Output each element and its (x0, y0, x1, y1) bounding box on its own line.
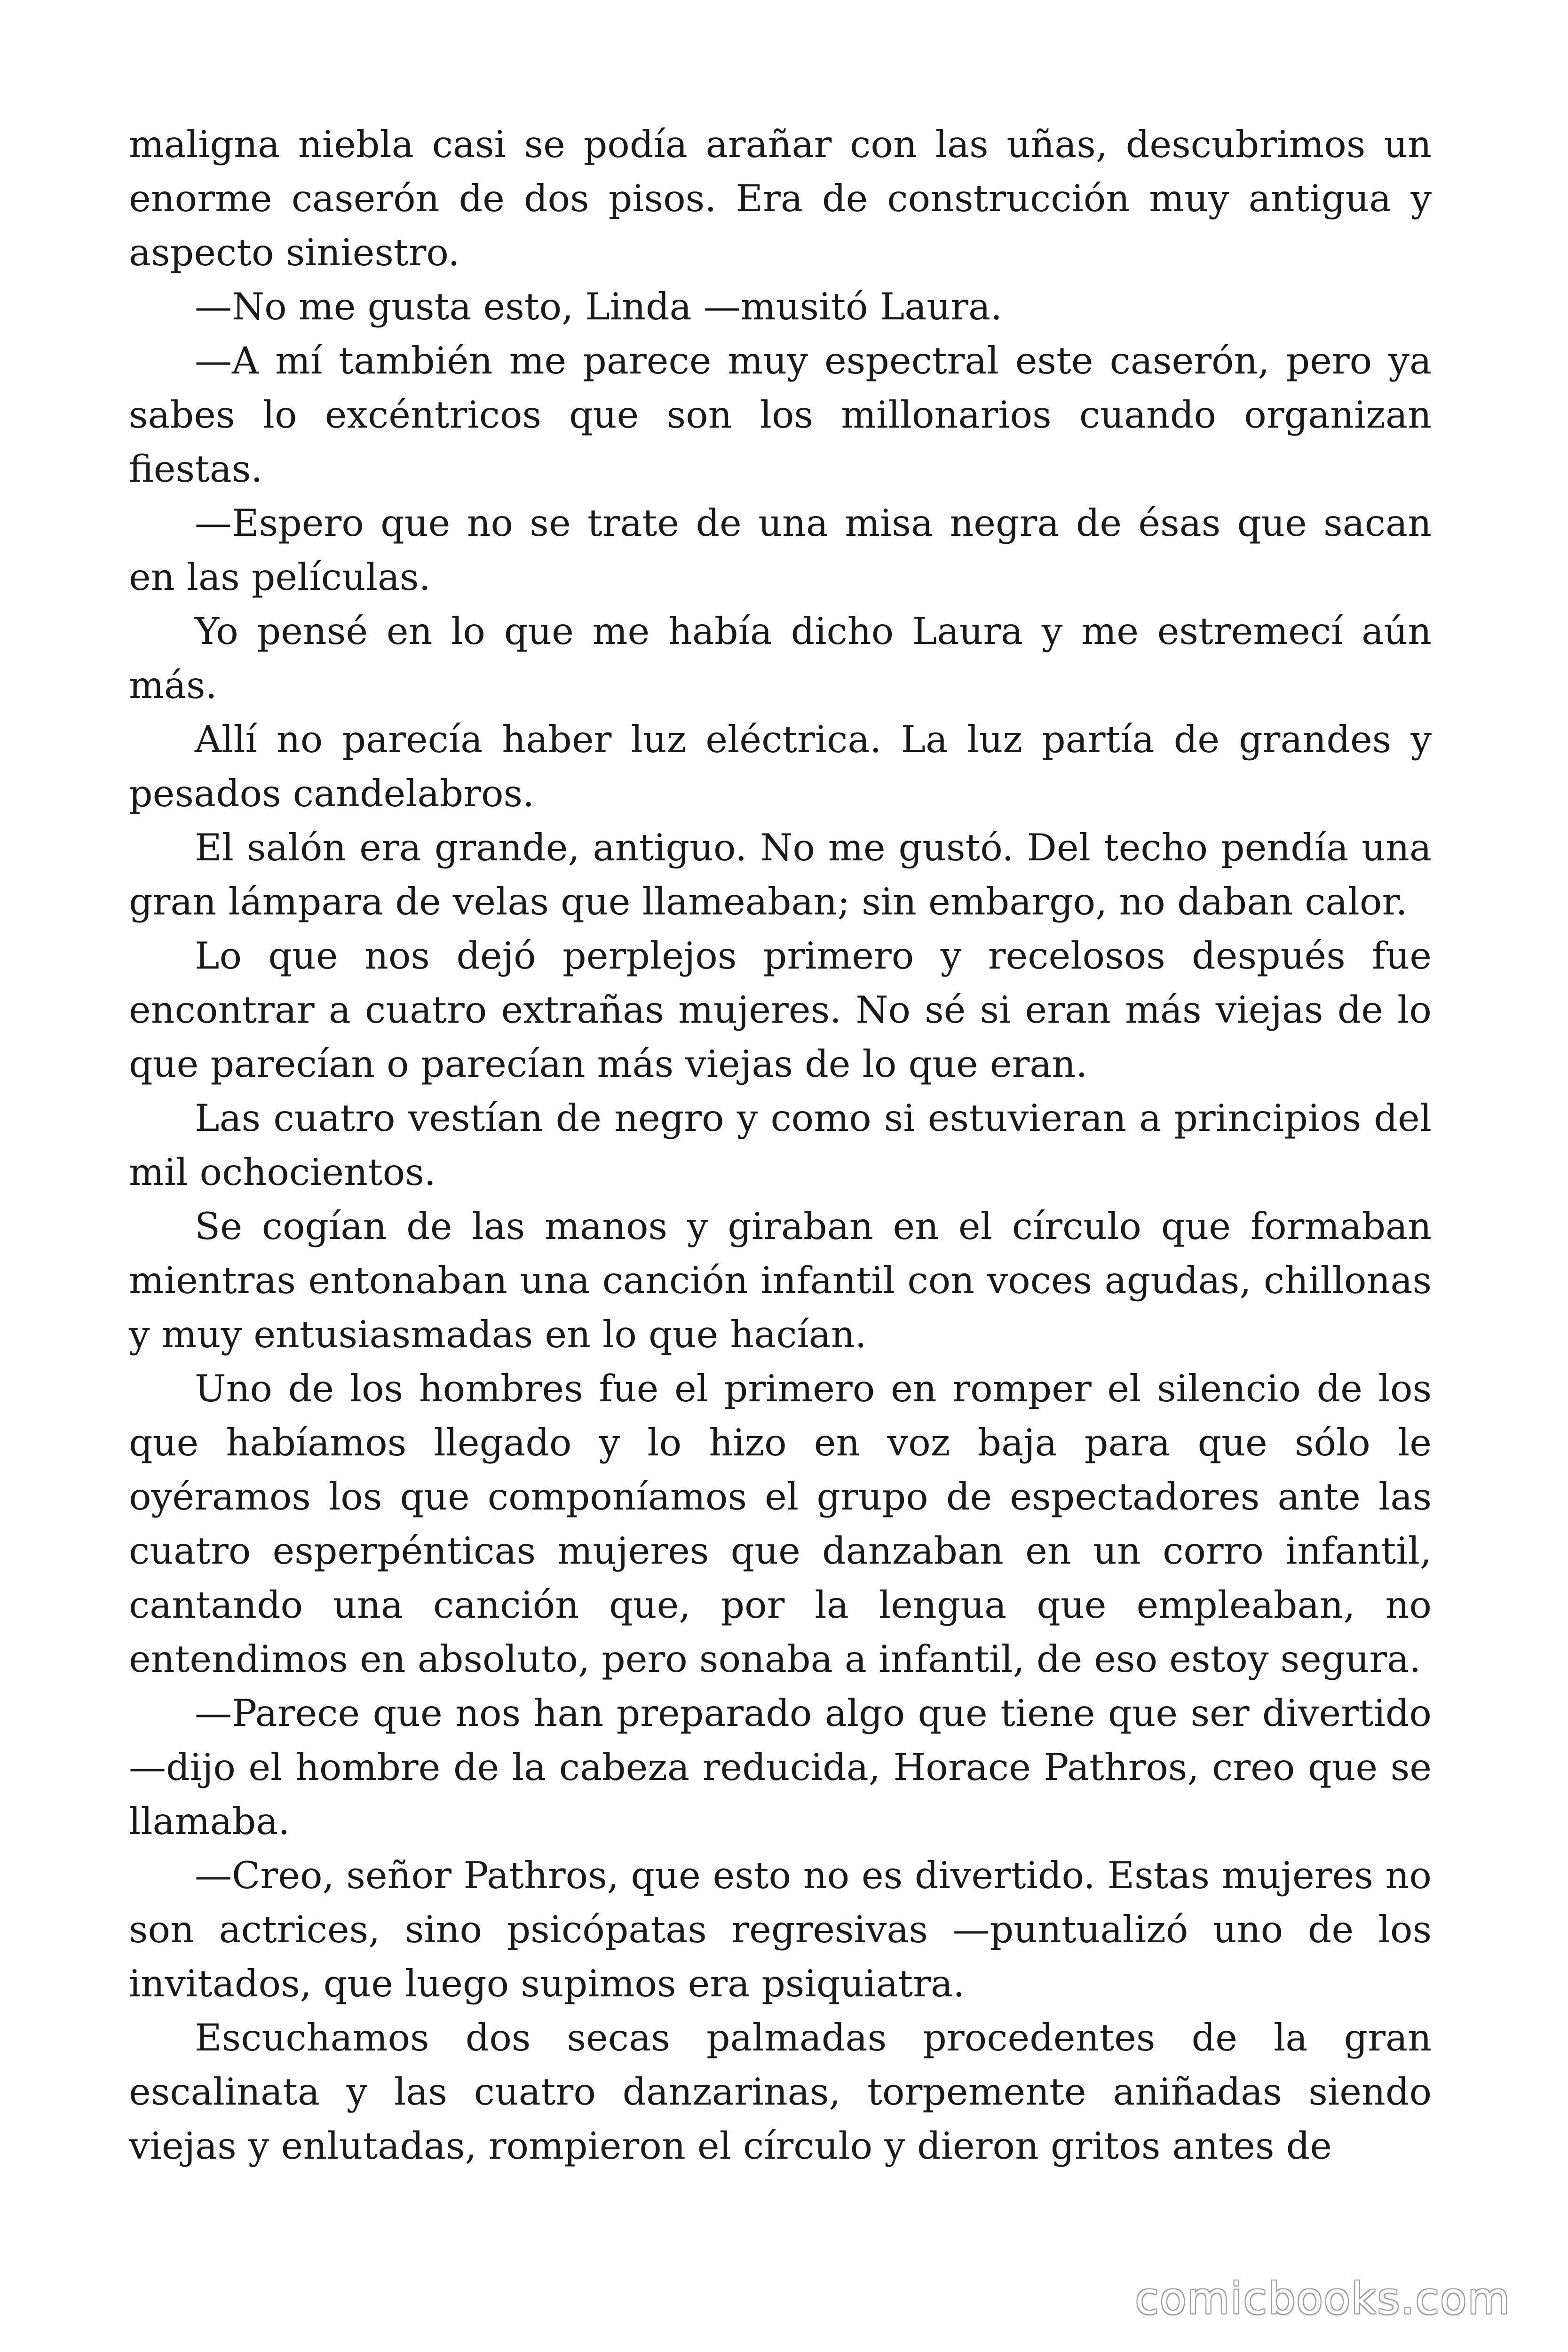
paragraph: Lo que nos dejó perplejos primero y recelosos después fue encontrar a cuatro extrañas mujeres. No sé si eran más viejas de lo que parecían o parecían más viejas de lo que eran. (129, 934, 1432, 1086)
watermark-logo: comicbooks.com (1135, 2273, 1511, 2324)
paragraph: Uno de los hombres fue el primero en romper el silencio de los que habíamos llegado y lo hizo en voz baja para que sólo le oyéramos los que componíamos el grupo de espectadores ante las cuatro esperpénticas mujeres que danzaban en un corro infantil, cantando una canción que, por la lengua que empleaban, no entendimos en absoluto, pero sonaba a infantil, de eso estoy segura. (129, 1367, 1432, 1681)
paragraph: —Parece que nos han preparado algo que tiene que ser divertido —dijo el hombre de la cabeza reducida, Horace Pathros, creo que se llamaba. (129, 1692, 1432, 1843)
paragraph: —Espero que no se trate de una misa negra de ésas que sacan en las películas. (129, 501, 1432, 599)
paragraph: Allí no parecía haber luz eléctrica. La luz partía de grandes y pesados candelabros. (129, 718, 1432, 815)
paragraph: Se cogían de las manos y giraban en el círculo que formaban mientras entonaban una canción infantil con voces agudas, chillonas y muy entusiasmadas en lo que hacían. (129, 1205, 1432, 1356)
paragraph: El salón era grande, antiguo. No me gustó. Del techo pendía una gran lámpara de velas que llameaban; sin embargo, no daban calor. (129, 826, 1432, 923)
paragraph: Escuchamos dos secas palmadas procedentes de la gran escalinata y las cuatro danzarinas, torpemente aniñadas siendo viejas y enlutadas, rompieron el círculo y dieron gritos antes de (129, 2016, 1432, 2168)
paragraph: Las cuatro vestían de negro y como si estuvieran a principios del mil ochocientos. (129, 1097, 1432, 1194)
paragraph: maligna niebla casi se podía arañar con las uñas, descubrimos un enorme caserón de dos pisos. Era de construcción muy antigua y aspecto siniestro. (129, 123, 1432, 274)
paragraph: —A mí también me parece muy espectral este caserón, pero ya sabes lo excéntricos que son los millonarios cuando organizan fiestas. (129, 339, 1432, 491)
paragraph: —Creo, señor Pathros, que esto no es divertido. Estas mujeres no son actrices, sino psicópatas regresivas —puntualizó uno de los invitados, que luego supimos era psiquiatra. (129, 1854, 1432, 2005)
paragraph: Yo pensé en lo que me había dicho Laura y me estremecí aún más. (129, 610, 1432, 707)
page-text (129, 118, 1432, 2173)
paragraph: —No me gusta esto, Linda —musitó Laura. (195, 285, 1003, 328)
